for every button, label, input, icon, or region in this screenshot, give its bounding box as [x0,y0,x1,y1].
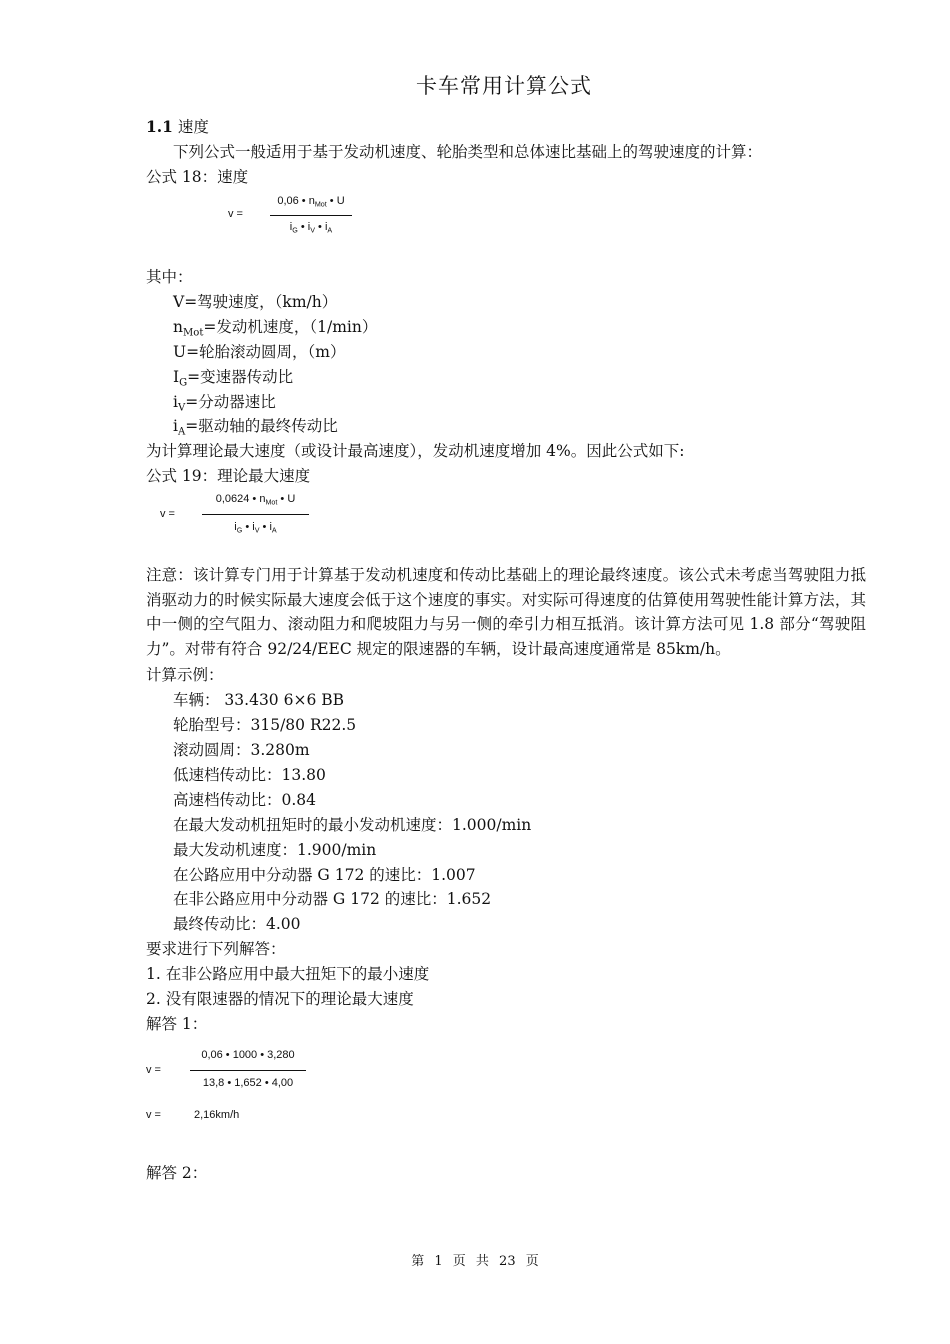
definition-ig: $I_G=$变速器传动比 [173,368,294,389]
answer1-denominator: 13,8 • 1,652 • 4,00 [202,1077,294,1089]
section-name: 速度 [177,118,209,136]
definition-nmot: $n_{Mot}=$发动机速度，（1/min） [173,318,378,339]
example-item: 高速档传动比：0.84 [173,791,317,809]
answer1-result: 2,16km/h [194,1109,240,1121]
answer1-fraction-bar [190,1070,306,1071]
example-item: 滚动圆周：3.280m [173,741,310,759]
example-item: 在非公路应用中分动器 G 172 的速比：1.652 [173,890,492,908]
formula18-denominator: $i_G$ • $i_V$ • $i_A$ [289,221,333,235]
definition-ia: $i_A=$驱动轴的最终传动比 [173,417,338,438]
note-paragraph: 注意：该计算专门用于计算基于发动机速度和传动比基础上的理论最终速度。该公式未考虑当驾驶阻力抵消驱动力的时候实际最大速度会低于这个速度的事实。对实际可得速度的估算使用驾驶性能计算方法，其中一侧的空气阻力、滚动阻力和爬坡阻力与另一侧的牵引力相互抵消。该计算方法可见 1.8 部分“驾驶阻力”。对带有符合 92/24/EEC 规定的限速器的车辆，设计最高速度通常是 85km/h。 [146,566,866,658]
questions-label: 要求进行下列解答： [146,940,286,958]
formula19-label: 公式 19：理论最大速度 [146,467,311,485]
example-item: 低速档传动比：13.80 [173,766,326,784]
intro-text: 下列公式一般适用于基于发动机速度、轮胎类型和总体速比基础上的驾驶速度的计算： [173,143,763,161]
definition-iv: $i_V=$分动器速比 [173,393,276,414]
page-footer: 第 1 页 共 23 页 [411,1254,539,1269]
example-item: 最终传动比：4.00 [173,915,301,933]
answer2-label: 解答 2： [146,1164,208,1182]
example-item: 在公路应用中分动器 G 172 的速比：1.007 [173,866,476,884]
question-item: 1. 在非公路应用中最大扭矩下的最小速度 [146,965,430,983]
formula19 [160,490,320,542]
formula18-lhs: v = [228,208,243,220]
answer1-numerator: 0,06 • 1000 • 3,280 [201,1049,295,1061]
answer1-result-lhs: v = [146,1109,161,1121]
formula19-denominator: $i_G$ • $i_V$ • $i_A$ [234,521,277,535]
formula19-lhs: v = [160,508,175,520]
definition-u: U=轮胎滚动圆周，（m） [173,343,346,361]
answer1-label: 解答 1： [146,1015,208,1033]
formula19-fraction-bar [202,514,309,515]
answer1-lhs: v = [146,1064,161,1076]
example-item: 最大发动机速度：1.900/min [173,841,377,859]
formula18-label: 公式 18：速度 [146,168,249,186]
definition-v: V=驾驶速度，（km/h） [173,293,338,311]
section-number: 1.1 [146,117,173,136]
question-item: 2. 没有限速器的情况下的理论最大速度 [146,990,414,1008]
formula18-fraction-bar [270,215,352,216]
where-label: 其中： [146,268,193,286]
example-item: 车辆： 33.430 6×6 BB [173,691,345,709]
example-item: 在最大发动机扭矩时的最小发动机速度：1.000/min [173,816,532,834]
formula18 [228,194,358,244]
page-title: 卡车常用计算公式 [416,74,592,98]
formula18-numerator: 0,06 • $n_{Mot}$ • U [277,195,345,209]
example-label: 计算示例： [146,666,224,684]
theory-text: 为计算理论最大速度（或设计最高速度），发动机速度增加 4%。因此公式如下: [146,442,685,460]
section-heading [146,117,209,137]
answer1-formula [146,1047,316,1127]
formula19-numerator: 0,0624 • $n_{Mot}$ • U [215,493,296,507]
example-item: 轮胎型号：315/80 R22.5 [173,716,357,734]
